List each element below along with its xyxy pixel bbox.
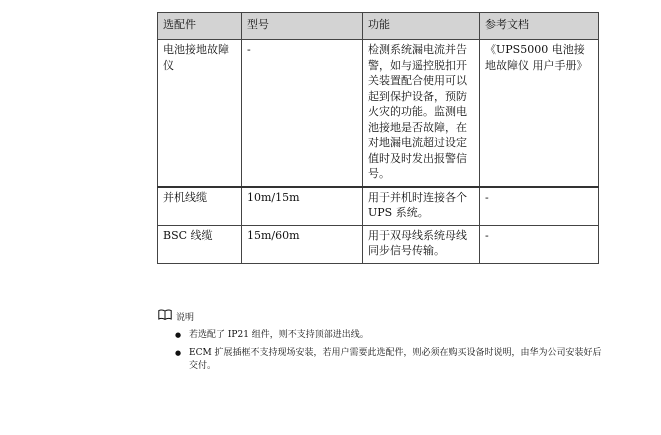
note-title: 说明 <box>176 312 195 323</box>
cell-function: 用于并机时连接各个 UPS 系统。 <box>363 187 480 226</box>
cell-model: 10m/15m <box>242 187 363 226</box>
cell-model: 15m/60m <box>242 225 363 263</box>
header-function: 功能 <box>363 13 480 40</box>
cell-option: 电池接地故障仪 <box>158 40 242 187</box>
table-row <box>158 225 599 263</box>
cell-option: 并机线缆 <box>158 187 242 226</box>
list-item: ● ECM 扩展插框不支持现场安装，若用户需要此选配件，则必须在购买设备时说明，由华为公司安装好后交付。 <box>175 347 607 373</box>
table-row <box>158 187 599 226</box>
cell-function: 检测系统漏电流并告警，如与遥控脱扣开关装置配合使用可以起到保护设备，预防火灾的功能。监测电池接地是否故障，在对地漏电流超过设定值时及时发出报警信号。 <box>363 40 480 187</box>
cell-reference: - <box>480 225 599 263</box>
note-header <box>158 309 607 323</box>
options-table <box>157 12 599 264</box>
cell-function: 用于双母线系统母线同步信号传输。 <box>363 225 480 263</box>
cell-reference: - <box>480 187 599 226</box>
header-option: 选配件 <box>158 13 242 40</box>
note-list <box>175 329 607 373</box>
note-section <box>157 309 607 378</box>
list-item: ● 若选配了 IP21 组件，则不支持顶部进出线。 <box>175 329 607 342</box>
book-icon <box>158 309 172 323</box>
header-model: 型号 <box>242 13 363 40</box>
cell-option: BSC 线缆 <box>158 225 242 263</box>
cell-model: - <box>242 40 363 187</box>
table-header-row <box>158 13 599 40</box>
cell-reference: 《UPS5000 电池接地故障仪 用户手册》 <box>480 40 599 187</box>
header-reference: 参考文档 <box>480 13 599 40</box>
table-row <box>158 40 599 187</box>
